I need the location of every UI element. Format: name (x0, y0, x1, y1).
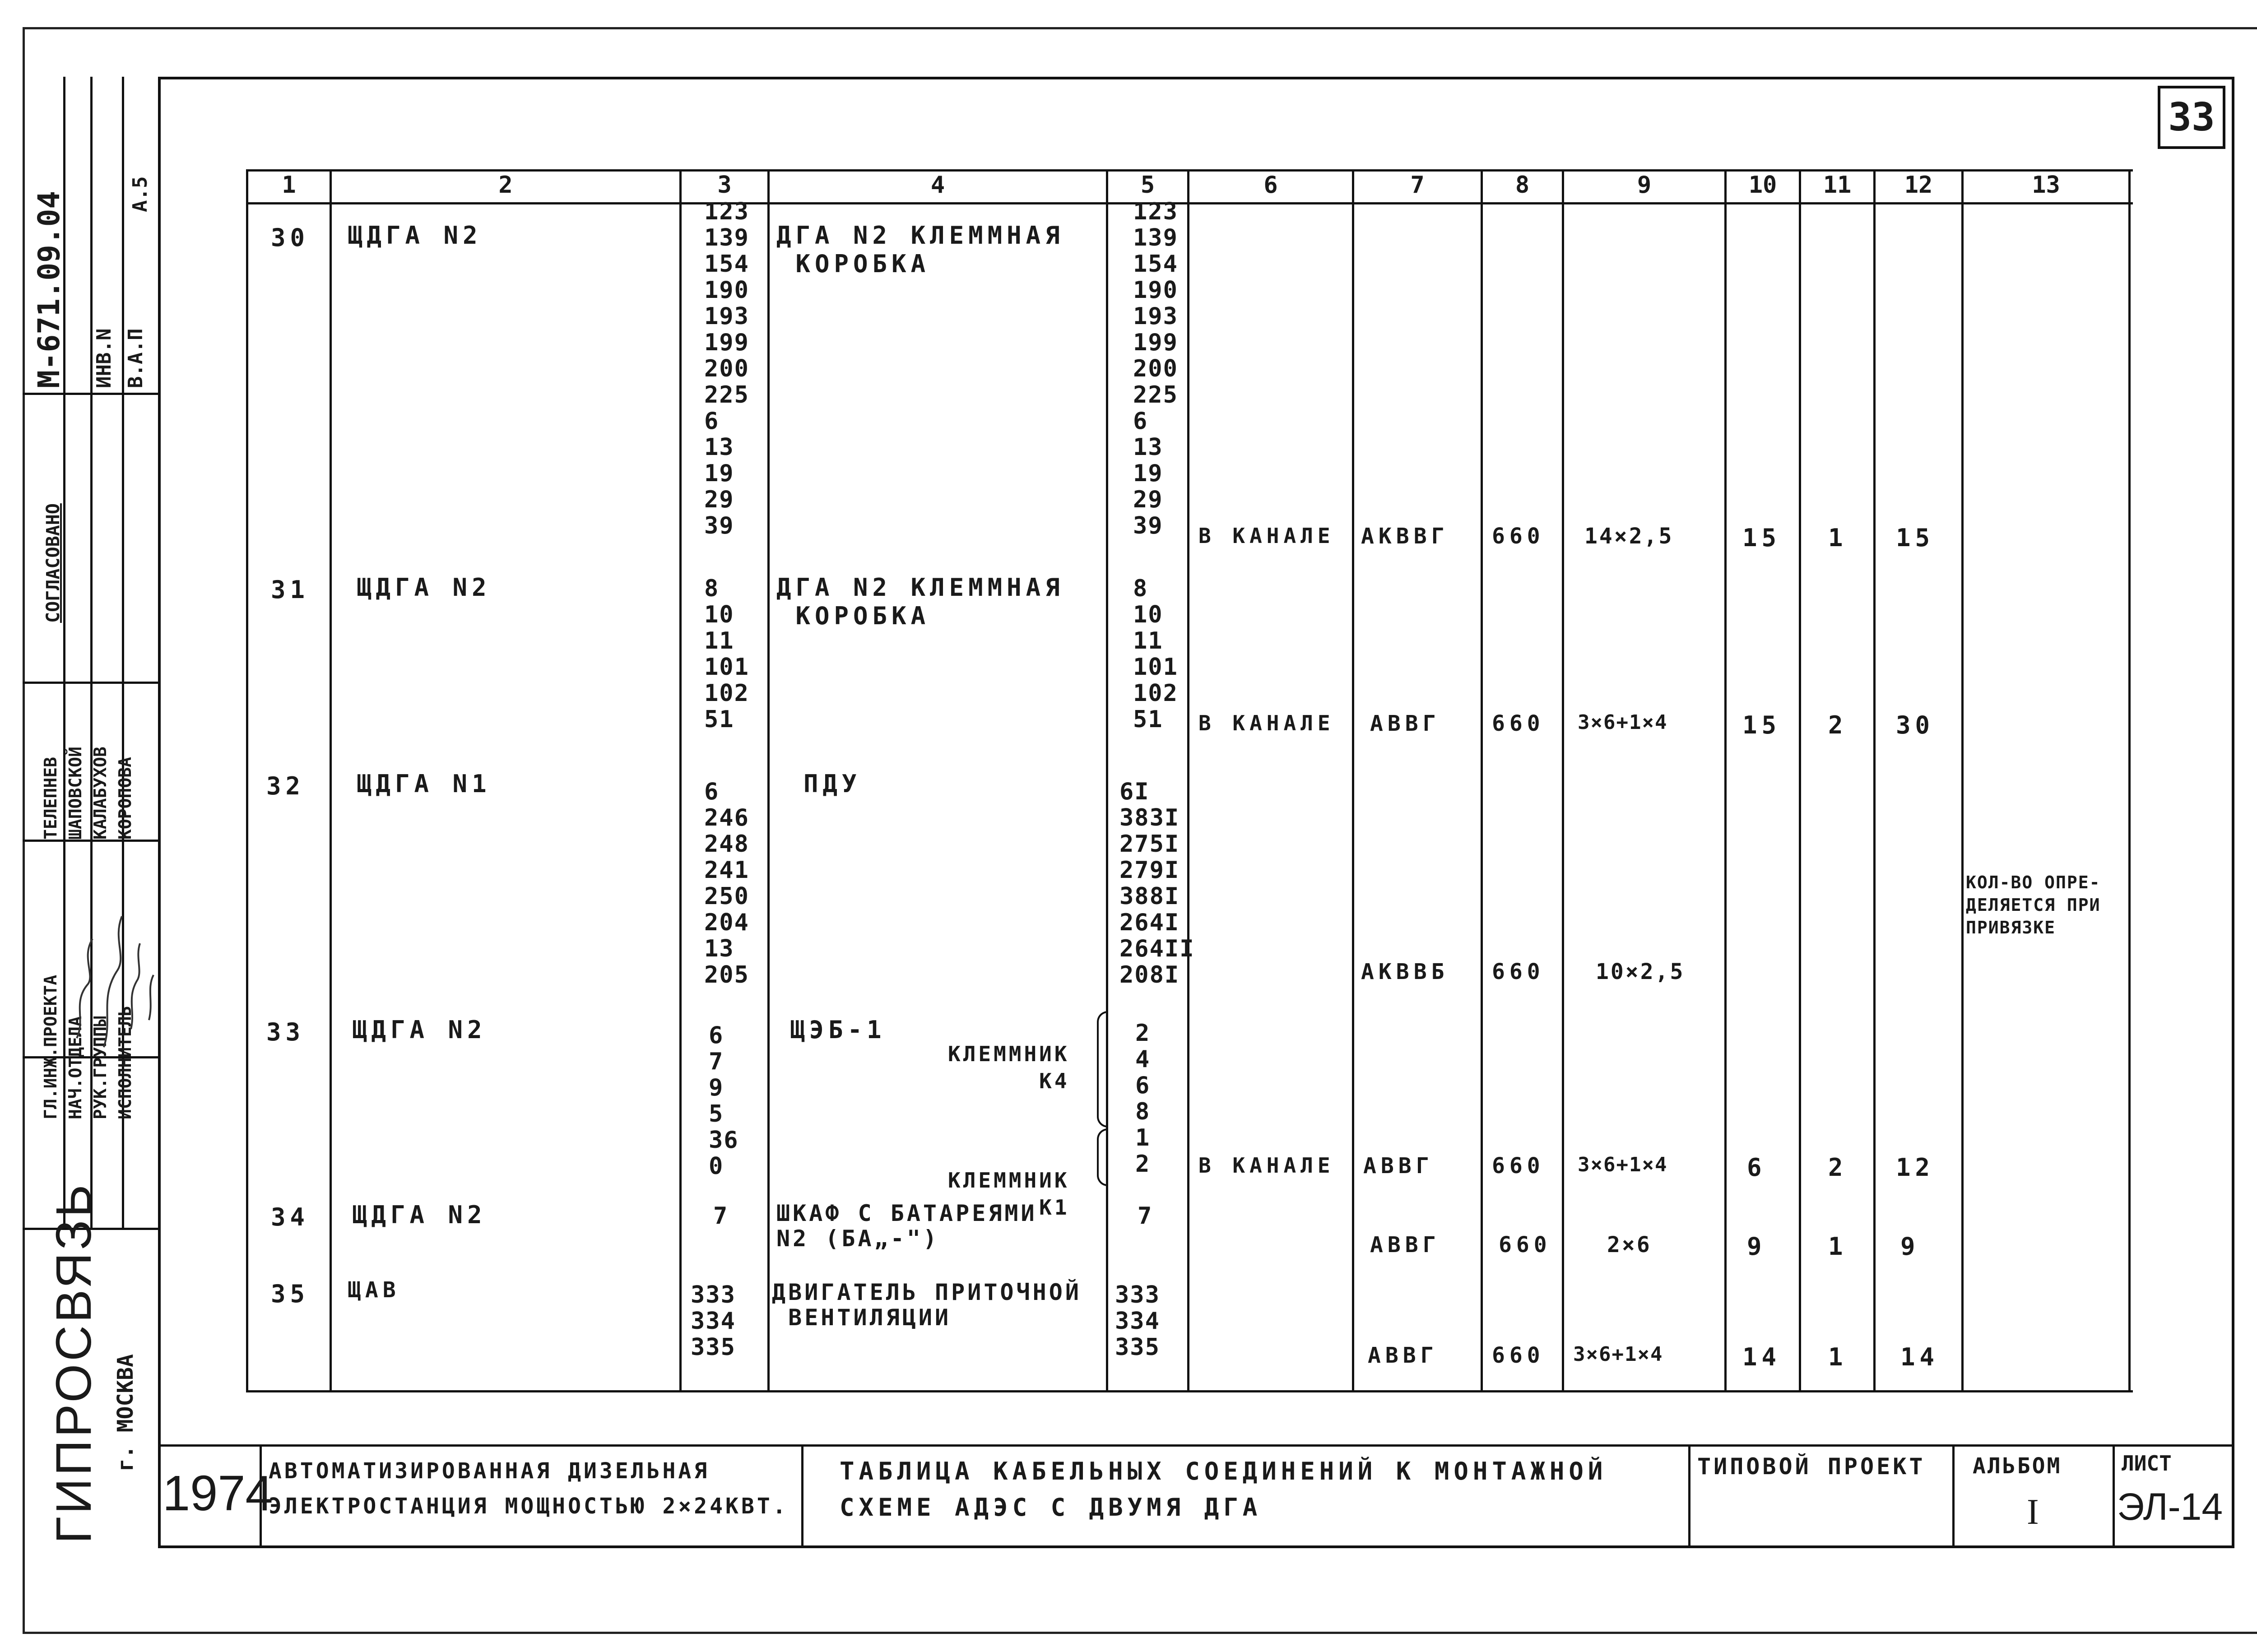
wire-number: 200 (1133, 355, 1178, 382)
wire-number: 383I (1119, 804, 1180, 831)
col-header-8: 8 (1515, 172, 1530, 199)
col-header-5: 5 (1140, 172, 1155, 199)
city: г. МОСКВА (113, 1354, 138, 1471)
row-number: 35 (271, 1280, 310, 1308)
terminal-k4: КЛЕММНИК К4 (948, 1042, 1070, 1093)
destination: ДГА N2 КЛЕММНАЯ КОРОБКА (776, 221, 1064, 278)
drawing-frame (158, 77, 2234, 1548)
wire-number: 199 (1133, 329, 1178, 356)
wire-number: 264I (1119, 909, 1180, 936)
note: КОЛ-ВО ОПРЕ- ДЕЛЯЕТСЯ ПРИ ПРИВЯЗКЕ (1966, 872, 2101, 937)
col-11-value: 2 (1828, 1153, 1848, 1182)
wire-number: 7 (709, 1048, 724, 1075)
wire-number: 1 (1135, 1124, 1151, 1151)
wire-number: 248 (704, 831, 749, 858)
role-chief-engineer: ГЛ.ИНЖ.ПРОЕКТА (41, 974, 60, 1119)
voltage: 660 (1492, 1153, 1545, 1179)
brace-k4 (1097, 1011, 1108, 1128)
wire-number: 205 (704, 961, 749, 988)
name-shapovskoy: ШАПОВСКОЙ (65, 747, 85, 840)
wire-number: 13 (704, 935, 734, 962)
source-panel: ЩДГА N2 (348, 221, 482, 250)
wire-number: 204 (704, 909, 749, 936)
source-wires (713, 1203, 728, 1229)
wire-number: 250 (704, 883, 749, 910)
col-11-value: 1 (1828, 524, 1848, 552)
col-header-9: 9 (1637, 172, 1652, 199)
col-header-1: 1 (282, 172, 296, 199)
cross-section: 14×2,5 (1584, 524, 1674, 549)
col-header-12: 12 (1904, 172, 1933, 199)
col-header-7: 7 (1410, 172, 1425, 199)
wire-number: 39 (704, 512, 734, 539)
date-label: В.А.П (124, 328, 147, 388)
wire-number: 0 (709, 1153, 724, 1180)
wire-number: 333 (1115, 1281, 1160, 1309)
route: В КАНАЛЕ (1198, 1153, 1335, 1178)
wire-number: 193 (704, 303, 749, 330)
col-12-value: 15 (1896, 524, 1935, 552)
col-12-value: 9 (1900, 1232, 1920, 1261)
wire-number: 335 (1115, 1334, 1160, 1361)
wire-number: 6 (704, 408, 720, 435)
org-short: А.5 (129, 176, 152, 212)
cross-section: 3×6+1×4 (1578, 1153, 1668, 1176)
role-executor: ИСПОЛНИТЕЛЬ (115, 1006, 135, 1119)
cable-type: АКВВГ (1361, 524, 1449, 549)
row-number: 30 (271, 223, 310, 252)
wire-number: 19 (704, 460, 734, 487)
voltage: 660 (1499, 1232, 1551, 1258)
wire-number: 2 (1135, 1151, 1151, 1178)
wire-number: 36 (709, 1127, 739, 1154)
terminal-k1: КЛЕММНИК К1 (948, 1168, 1070, 1220)
wire-number: 246 (704, 804, 749, 831)
destination-wires (1115, 1282, 1160, 1360)
wire-number: 29 (1133, 486, 1163, 513)
col-10-value: 9 (1747, 1232, 1766, 1261)
wire-number: 8 (1135, 1098, 1151, 1125)
wire-number: 208I (1119, 961, 1180, 988)
col-12-value: 12 (1896, 1153, 1935, 1182)
cable-type: АВВГ (1370, 711, 1440, 736)
wire-number: 334 (691, 1308, 736, 1335)
wire-number: 39 (1133, 512, 1163, 539)
wire-number: 6 (709, 1022, 724, 1049)
sheet-value: ЭЛ-14 (2117, 1485, 2223, 1528)
wire-number: 6 (704, 778, 720, 805)
wire-number: 279I (1119, 857, 1180, 884)
year: 1974 (163, 1466, 273, 1521)
cross-section: 3×6+1×4 (1578, 711, 1668, 734)
cable-type: АВВГ (1370, 1232, 1440, 1258)
name-telepnev: ТЕЛЕПНЕВ (41, 756, 60, 840)
inv-label: ИНВ.N (93, 328, 116, 388)
source-wires (704, 199, 749, 539)
destination-wires (1138, 1203, 1152, 1229)
album-label: АЛЬБОМ (1973, 1453, 2062, 1479)
source-panel: ЩДГА N1 (357, 770, 491, 798)
col-11-value: 1 (1828, 1232, 1848, 1261)
wire-number: 6 (1135, 1072, 1151, 1099)
cable-type: АКВВБ (1361, 959, 1449, 984)
wire-number: 13 (1133, 434, 1163, 461)
destination: ДВИГАТЕЛЬ ПРИТОЧНОЙ ВЕНТИЛЯЦИИ (772, 1279, 1082, 1331)
destination-wires (1135, 1020, 1150, 1177)
source-panel: ЩДГА N2 (357, 573, 491, 602)
wire-number: 7 (1138, 1202, 1153, 1230)
cross-section: 10×2,5 (1596, 959, 1685, 984)
col-header-3: 3 (717, 172, 732, 199)
cable-type: АВВГ (1368, 1343, 1438, 1368)
wire-number: 139 (1133, 224, 1178, 251)
source-wires (704, 779, 749, 988)
wire-number: 102 (704, 680, 749, 707)
col-12-value: 14 (1900, 1343, 1939, 1371)
wire-number: 102 (1133, 680, 1178, 707)
wire-number: 10 (704, 601, 734, 628)
route: В КАНАЛЕ (1198, 711, 1335, 735)
wire-number: 19 (1133, 460, 1163, 487)
wire-number: 10 (1133, 601, 1163, 628)
col-11-value: 2 (1828, 711, 1848, 739)
wire-number: 5 (709, 1100, 724, 1128)
col-header-11: 11 (1823, 172, 1852, 199)
wire-number: 13 (704, 434, 734, 461)
name-koropova: КОРОПОВА (115, 756, 135, 840)
wire-number: 225 (1133, 381, 1178, 408)
wire-number: 199 (704, 329, 749, 356)
type-project-label: ТИПОВОЙ ПРОЕКТ (1697, 1453, 1926, 1480)
col-12-value: 30 (1896, 711, 1935, 739)
cross-section: 3×6+1×4 (1573, 1343, 1663, 1366)
sheet-title: ТАБЛИЦА КАБЕЛЬНЫХ СОЕДИНЕНИЙ К МОНТАЖНОЙ СХЕМЕ АДЭС С ДВУМЯ ДГА (840, 1457, 1607, 1522)
wire-number: 190 (1133, 277, 1178, 304)
destination-wires (1133, 575, 1178, 733)
cable-type: АВВГ (1363, 1153, 1434, 1179)
wire-number: 11 (1133, 627, 1163, 654)
row-number: 34 (271, 1203, 310, 1231)
wire-number: 101 (704, 654, 749, 681)
wire-number: 6I (1119, 778, 1150, 805)
wire-number: 275I (1119, 831, 1180, 858)
wire-number: 333 (691, 1281, 736, 1309)
row-number: 33 (266, 1018, 305, 1046)
col-10-value: 6 (1747, 1153, 1766, 1182)
col-header-13: 13 (2032, 172, 2060, 199)
wire-number: 4 (1135, 1046, 1151, 1073)
source-wires (691, 1282, 736, 1360)
brace-k1 (1097, 1128, 1108, 1186)
wire-number: 154 (1133, 251, 1178, 278)
org-name: ГИПРОСВЯЗЬ (46, 1182, 102, 1544)
wire-number: 190 (704, 277, 749, 304)
voltage: 660 (1492, 524, 1545, 549)
wire-number: 9 (709, 1074, 724, 1101)
col-header-2: 2 (498, 172, 513, 199)
col-10-value: 15 (1742, 524, 1781, 552)
destination: ШКАФ С БАТАРЕЯМИ N2 (БА„-") (776, 1200, 1037, 1252)
agreed-label: СОГЛАСОВАНО (43, 503, 64, 623)
col-header-10: 10 (1748, 172, 1777, 199)
doc-code: М-671.09.04 (32, 190, 66, 388)
wire-number: 123 (1133, 198, 1178, 225)
source-wires (709, 1022, 739, 1179)
role-dept-head: НАЧ.ОТДЕЛА (65, 1016, 85, 1119)
wire-number: 8 (704, 575, 720, 602)
role-group-lead: РУК.ГРУППЫ (90, 1016, 110, 1119)
wire-number: 11 (704, 627, 734, 654)
project-name: АВТОМАТИЗИРОВАННАЯ ДИЗЕЛЬНАЯ ЭЛЕКТРОСТАНЦИЯ МОЩНОСТЬЮ 2×24КВТ. (269, 1458, 789, 1519)
source-wires (704, 575, 749, 733)
col-10-value: 15 (1742, 711, 1781, 739)
destination: ЩЭБ-1 (790, 1016, 886, 1044)
wire-number: 200 (704, 355, 749, 382)
row-number: 32 (266, 772, 305, 800)
row-number: 31 (271, 575, 310, 604)
wire-number: 51 (1133, 706, 1163, 733)
wire-number: 7 (713, 1202, 729, 1230)
wire-number: 123 (704, 198, 749, 225)
wire-number: 6 (1133, 408, 1148, 435)
destination-wires (1133, 199, 1178, 539)
wire-number: 8 (1133, 575, 1148, 602)
source-panel: ЩАВ (348, 1277, 400, 1303)
wire-number: 335 (691, 1334, 736, 1361)
wire-number: 139 (704, 224, 749, 251)
source-panel: ЩДГА N2 (352, 1201, 487, 1229)
route: В КАНАЛЕ (1198, 524, 1335, 548)
album-value: I (2027, 1492, 2039, 1532)
wire-number: 101 (1133, 654, 1178, 681)
wire-number: 29 (704, 486, 734, 513)
signatures (68, 849, 158, 1056)
voltage: 660 (1492, 959, 1545, 984)
sheet-number: 33 (2158, 86, 2225, 149)
wire-number: 334 (1115, 1308, 1160, 1335)
wire-number: 51 (704, 706, 734, 733)
source-panel: ЩДГА N2 (352, 1016, 487, 1044)
voltage: 660 (1492, 711, 1545, 736)
wire-number: 2 (1135, 1020, 1151, 1047)
destination: ПДУ (803, 770, 861, 798)
wire-number: 264II (1119, 935, 1195, 962)
voltage: 660 (1492, 1343, 1545, 1368)
sheet-label: ЛИСТ (2122, 1451, 2172, 1476)
col-header-6: 6 (1263, 172, 1278, 199)
wire-number: 193 (1133, 303, 1178, 330)
col-11-value: 1 (1828, 1343, 1848, 1371)
name-kalabukhov: КАЛАБУХОВ (90, 747, 110, 840)
wire-number: 241 (704, 857, 749, 884)
wire-number: 154 (704, 251, 749, 278)
cross-section: 2×6 (1607, 1232, 1652, 1258)
destination: ДГА N2 КЛЕММНАЯ КОРОБКА (776, 573, 1064, 630)
col-10-value: 14 (1742, 1343, 1781, 1371)
col-header-4: 4 (930, 172, 945, 199)
destination-wires (1119, 779, 1195, 988)
wire-number: 388I (1119, 883, 1180, 910)
wire-number: 225 (704, 381, 749, 408)
